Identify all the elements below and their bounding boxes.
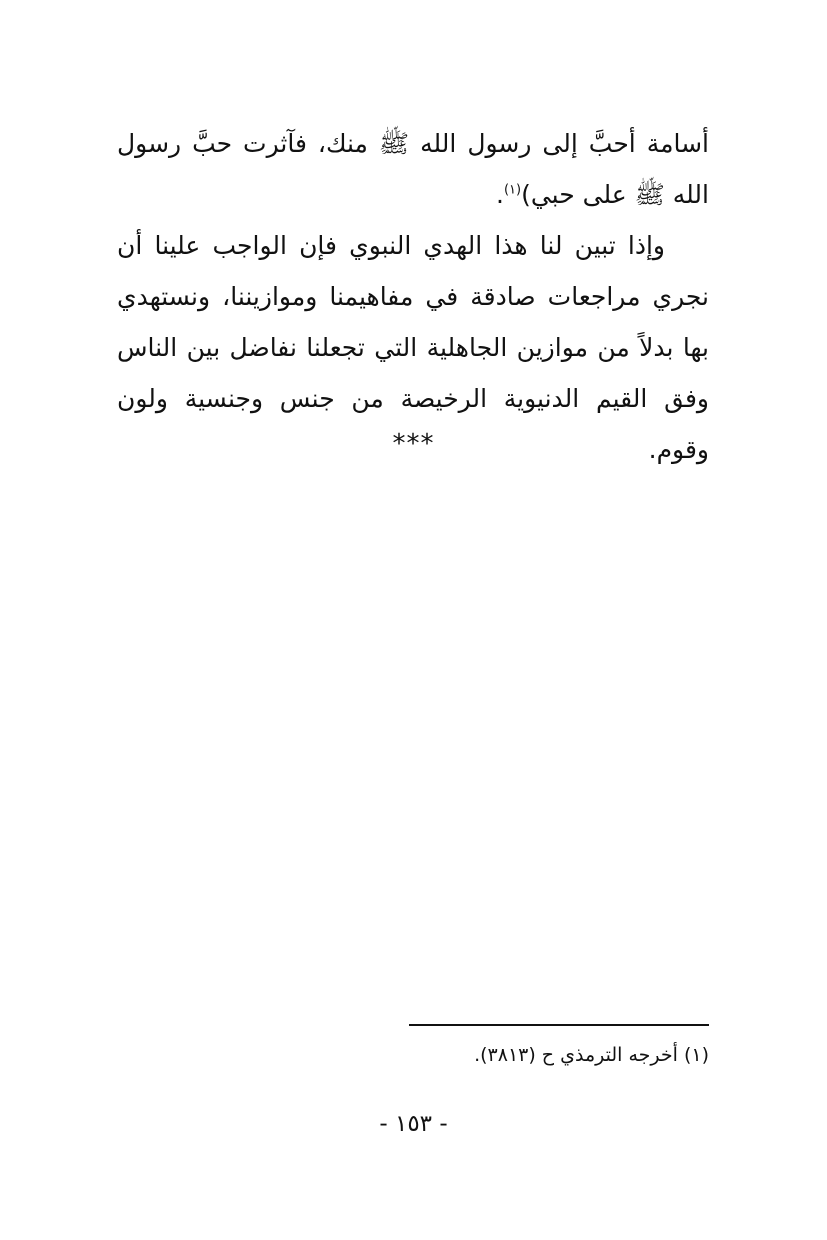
paragraph-1-text: أسامة أحبَّ إلى رسول الله ﷺ منك، فآثرت حبَّ رسول الله ﷺ على حبي) [117, 129, 709, 209]
paragraph-1 [117, 118, 709, 220]
main-text [117, 118, 709, 475]
paragraph-2: وإذا تبين لنا هذا الهدي النبوي فإن الواجب علينا أن نجري مراجعات صادقة في مفاهيمنا وموازيننا، ونستهدي بها بدلاً من موازين الجاهلية التي تجعلنا نفاضل بين الناس وفق القيم الدنيوية الرخيصة من جنس وجنسية ولون وقوم. [117, 231, 709, 464]
footnote-reference[interactable]: (١) [503, 182, 522, 198]
section-separator: *** [392, 429, 435, 459]
footnote: (١) أخرجه الترمذي ح (٣٨١٣). [474, 1044, 709, 1066]
footnote-divider [409, 1024, 709, 1026]
paragraph-1-end: . [496, 180, 504, 209]
page-number: - ١٥٣ - [379, 1111, 448, 1137]
